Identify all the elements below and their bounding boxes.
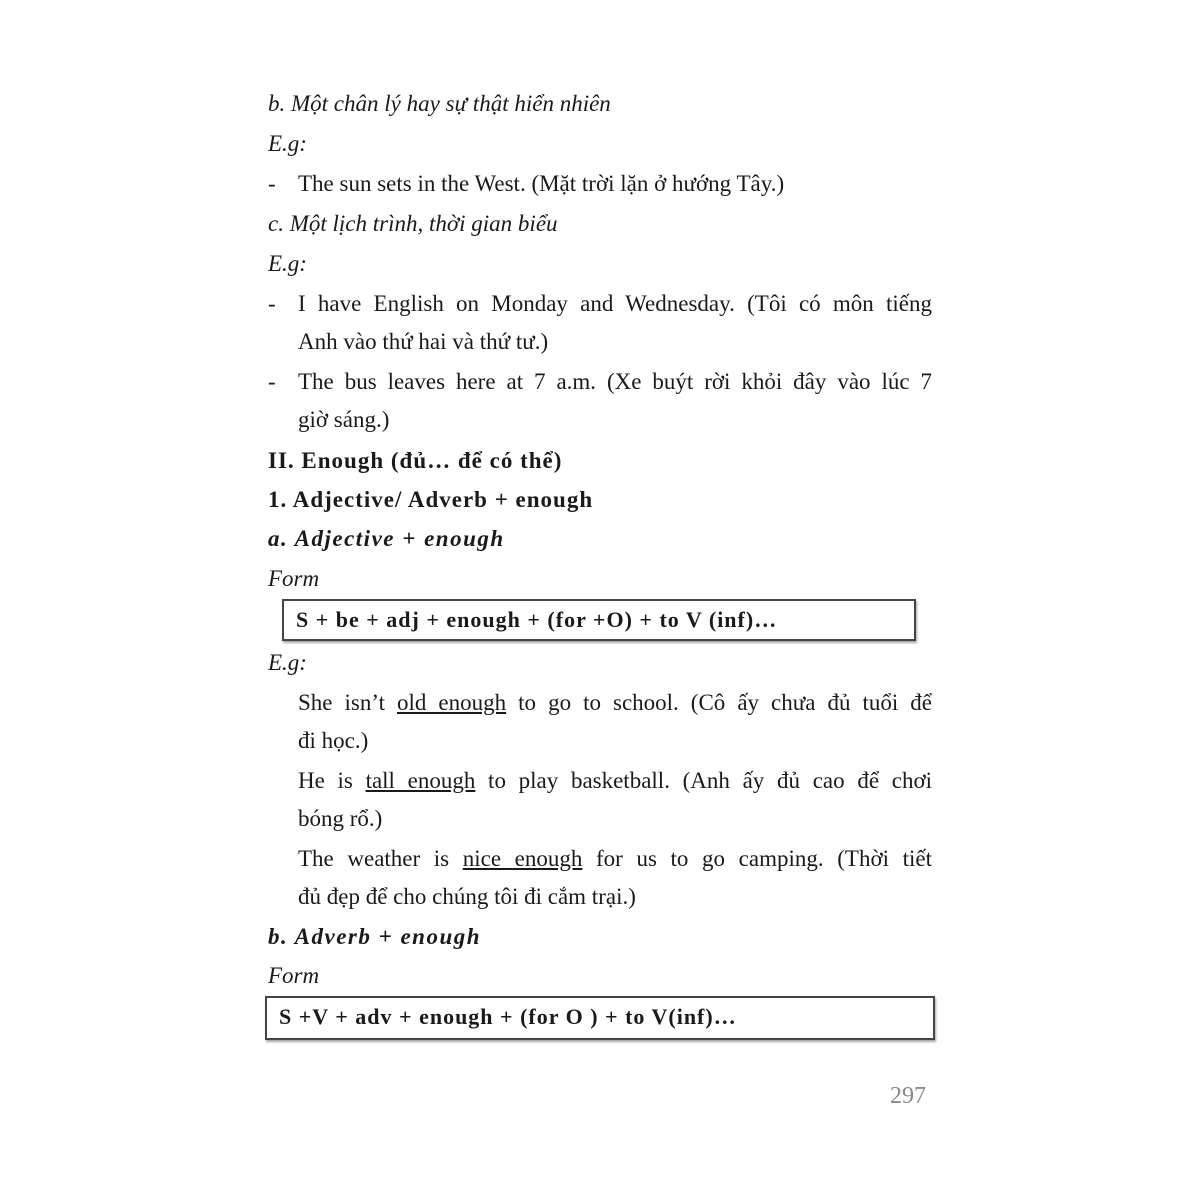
example-nice-underlined: nice enough [462, 846, 583, 871]
example-tall-line1-text [298, 767, 932, 795]
example-old-underlined: old enough [397, 690, 507, 715]
formula-adjective: S + be + adj + enough + (for +O) + to V (inf)… [296, 607, 778, 632]
example-tall-underlined: tall enough [365, 768, 476, 793]
bullet-dash: - [268, 171, 276, 196]
example-sun: The sun sets in the West. (Mặt trời lặn ở hướng Tây.) [298, 171, 785, 196]
form-label: Form [268, 566, 320, 591]
eg-label: E.g: [268, 131, 307, 156]
subsection-a-heading: a. Adjective + enough [268, 526, 505, 551]
example-old-line1 [298, 689, 932, 717]
example-old-before: She isn’t [298, 690, 398, 715]
section-b-heading: b. Một chân lý hay sự thật hiển nhiên [268, 91, 611, 116]
subsection-b-heading: b. Adverb + enough [268, 924, 482, 949]
example-nice-line1 [298, 845, 932, 873]
example-tall-line2: bóng rổ.) [298, 806, 383, 831]
example-english-line2: Anh vào thứ hai và thứ tư.) [298, 329, 549, 354]
example-english-line1 [298, 290, 932, 318]
example-tall-after: to play basketball. (Anh ấy đủ cao để chơi [475, 768, 932, 793]
example-nice-after: for us to go camping. (Thời tiết [582, 846, 932, 871]
example-nice-line2: đủ đẹp để cho chúng tôi đi cắm trại.) [298, 884, 636, 909]
example-old-line2: đi học.) [298, 728, 369, 753]
eg-label: E.g: [268, 251, 307, 276]
example-tall-before: He is [298, 768, 366, 793]
example-bus-line1-text: The bus leaves here at 7 a.m. (Xe buýt rời khỏi đây vào lúc 7 [298, 369, 932, 394]
example-old-after: to go to school. (Cô ấy chưa đủ tuổi để [506, 690, 932, 715]
page-number: 297 [890, 1083, 926, 1109]
example-nice-line1-text [298, 845, 932, 873]
example-old-line1-text [298, 689, 932, 717]
formula-adverb-box [265, 996, 935, 1040]
formula-adverb: S +V + adv + enough + (for O ) + to V(inf)… [279, 1004, 737, 1029]
example-english-line1-text: I have English on Monday and Wednesday. (Tôi có môn tiếng [298, 291, 932, 316]
subsection-1-heading: 1. Adjective/ Adverb + enough [268, 487, 594, 512]
section-c-heading: c. Một lịch trình, thời gian biểu [268, 211, 558, 236]
example-bus-line1 [298, 368, 932, 396]
example-tall-line1 [298, 767, 932, 795]
form-label: Form [268, 963, 320, 988]
eg-label: E.g: [268, 650, 307, 675]
example-nice-before: The weather is [298, 846, 463, 871]
bullet-dash: - [268, 291, 276, 316]
section-ii-heading: II. Enough (đủ… để có thể) [268, 448, 563, 473]
formula-adjective-box [282, 599, 916, 641]
bullet-dash: - [268, 369, 276, 394]
example-bus-line2: giờ sáng.) [298, 407, 390, 432]
